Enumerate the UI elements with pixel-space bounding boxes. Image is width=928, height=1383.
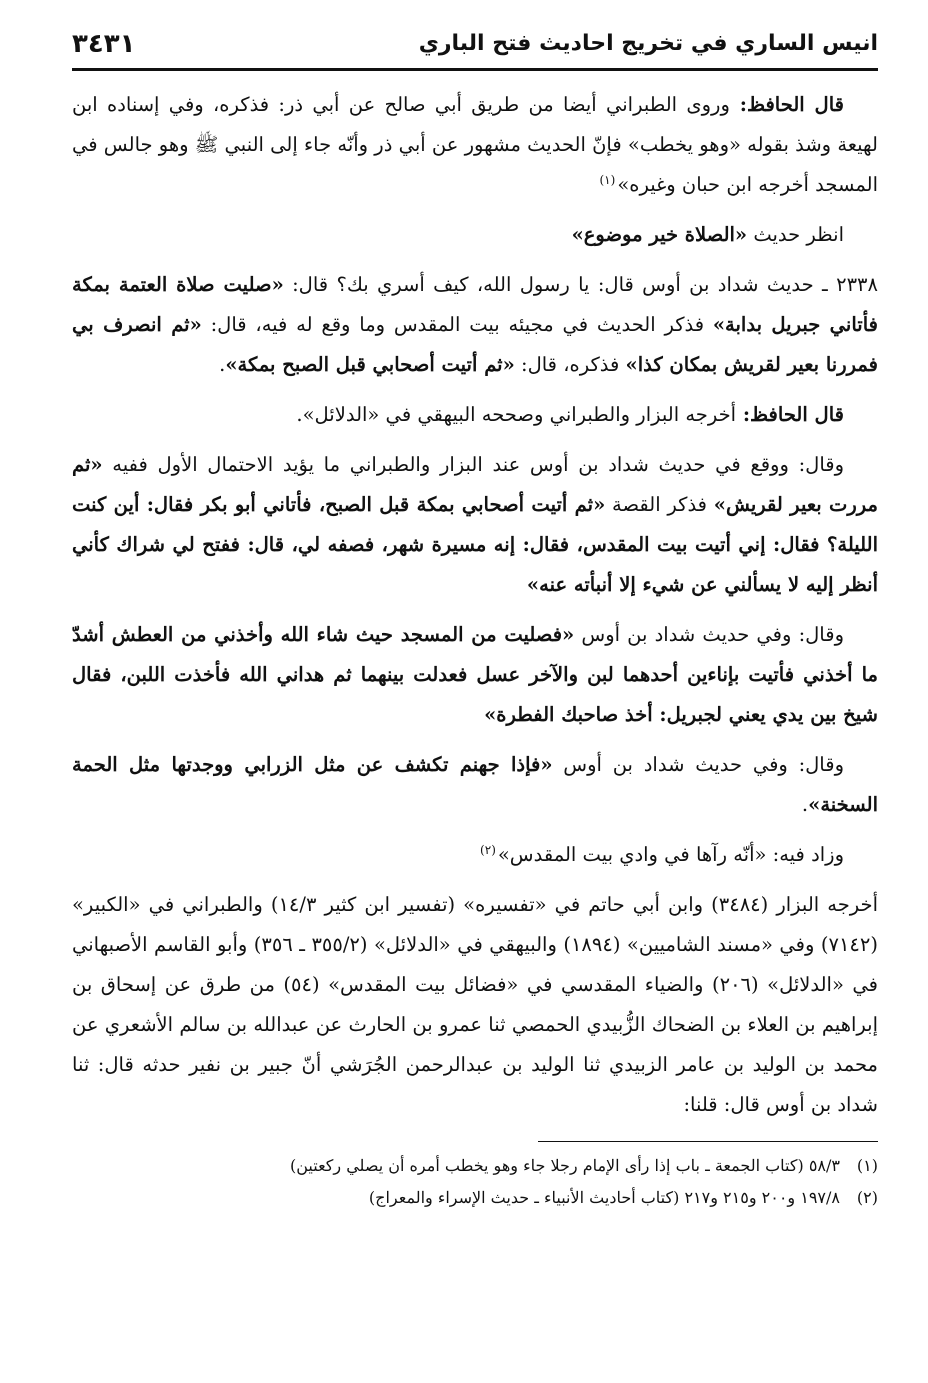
page-number: ٣٤٣١ <box>72 29 136 59</box>
bold-text: «ثم أتيت أصحابي قبل الصبح بمكة» <box>225 353 515 376</box>
footnote-text: ١٩٧/٨ و٢٠٠ و٢١٥ و٢١٧ (كتاب أحاديث الأنبياء ـ حديث الإسراء والمعراج) <box>368 1188 840 1207</box>
text-run: انظر حديث <box>747 223 844 246</box>
bold-text: «صليت صلاة العتمة بمكة فأتاني جبريل بدابة» <box>72 273 878 336</box>
footnote <box>72 1182 878 1214</box>
text-run: . <box>219 353 226 376</box>
paragraph <box>72 265 878 385</box>
text-run: وزاد فيه: «أنّه رآها في وادي بيت المقدس» <box>497 843 844 866</box>
footnote-separator <box>538 1141 878 1142</box>
text-run: فذكر الحديث في مجيئه بيت المقدس وما وقع له فيه، قال: <box>201 313 713 336</box>
text-run: أخرجه البزار (٣٤٨٤) وابن أبي حاتم في «تفسيره» (تفسير ابن كثير ١٤/٣) والطبراني في «الكبير» (٧١٤٢) وفي «مسند الشاميين» (١٨٩٤) والبيهقي في «الدلائل» (٣٥٥/٢ ـ ٣٥٦) وأبو القاسم الأصبهاني في «الدلائل» (٢٠٦) والضياء المقدسي في «فضائل بيت المقدس» (٥٤) من طرق عن إسحاق بن إبراهيم بن العلاء بن الضحاك الزُّبيدي الحمصي ثنا عمرو بن الحارث عن عبدالله بن سالم الأشعري عن محمد بن الوليد بن عامر الزبيدي ثنا الوليد بن عبدالرحمن الجُرَشي أنّ جبير بن نفير حدثه قال: ثنا شداد بن أوس قال: قلنا: <box>72 893 878 1116</box>
paragraph <box>72 395 878 435</box>
bold-text: «فصليت من المسجد حيث شاء الله وأخذني من العطش أشدّ ما أخذني فأتيت بإناءين أحدهما لبن والآخر عسل فعدلت بينهما ثم هداني الله فأخذت اللبن، فقال شيخ بين يدي يعني لجبريل: أخذ صاحبك الفطرة» <box>72 623 878 726</box>
text-run: أخرجه البزار والطبراني وصححه البيهقي في «الدلائل». <box>296 403 737 426</box>
text-run: فذكر القصة <box>605 493 714 516</box>
header-rule <box>72 68 878 71</box>
main-text <box>72 85 878 1125</box>
text-run: ٢٣٣٨ ـ حديث شداد بن أوس قال: يا رسول الله، كيف أسري بك؟ قال: <box>283 273 878 296</box>
text-run: وروى الطبراني أيضا من طريق أبي صالح عن أبي ذر: فذكره، وفي إسناده ابن لهيعة وشذ بقوله «وهو يخطب» فإنّ الحديث مشهور عن أبي ذر وأنّه جاء إلى النبي ﷺ وهو جالس في المسجد أخرجه ابن حبان وغيره» <box>72 93 878 196</box>
paragraph <box>72 885 878 1125</box>
footnote-ref: (١) <box>599 172 616 187</box>
footnote <box>72 1150 878 1182</box>
text-run: وقال: وفي حديث شداد بن أوس <box>574 623 844 646</box>
paragraph <box>72 85 878 205</box>
running-header <box>72 22 878 66</box>
bold-text: «ثم أتيت أصحابي بمكة قبل الصبح، فأتاني أبو بكر فقال: أين كنت الليلة؟ فقال: إني أتيت بيت المقدس، فقال: إنه مسيرة شهر، فصفه لي، قال: ففتح لي شراك كأني أنظر إليه لا يسألني عن شيء إلا أنبأته عنه» <box>72 493 878 596</box>
text-run: وقال: ووقع في حديث شداد بن أوس عند البزار والطبراني ما يؤيد الاحتمال الأول ففيه <box>102 453 844 476</box>
text-run: فذكره، قال: <box>514 353 626 376</box>
bold-text: قال الحافظ: <box>736 403 844 426</box>
footnote-ref: (٢) <box>480 842 496 857</box>
footnote-mark: (١) <box>856 1156 878 1175</box>
footnotes <box>72 1150 878 1214</box>
text-run: وقال: وفي حديث شداد بن أوس <box>552 753 844 776</box>
paragraph <box>72 445 878 605</box>
bold-text: «الصلاة خير موضوع» <box>571 223 748 246</box>
paragraph <box>72 835 878 875</box>
footnote-mark: (٢) <box>856 1188 878 1207</box>
book-title: انيس الساري في تخريج احاديث فتح الباري <box>418 31 878 56</box>
bold-text: «ثم انصرف بي فمررنا بعير لقريش بمكان كذا» <box>72 313 878 376</box>
text-run: . <box>801 793 809 816</box>
footnote-text: ٥٨/٣ (كتاب الجمعة ـ باب إذا رأى الإمام رجلا جاء وهو يخطب أمره أن يصلي ركعتين) <box>289 1156 840 1175</box>
paragraph <box>72 615 878 735</box>
book-page <box>72 22 878 1214</box>
bold-text: قال الحافظ: <box>729 93 844 116</box>
bold-text: «ثم مررت بعير لقريش» <box>72 453 879 516</box>
paragraph <box>72 215 878 255</box>
bold-text: «فإذا جهنم تكشف عن مثل الزرابي ووجدتها مثل الحمة السخنة» <box>72 753 878 816</box>
paragraph <box>72 745 878 825</box>
